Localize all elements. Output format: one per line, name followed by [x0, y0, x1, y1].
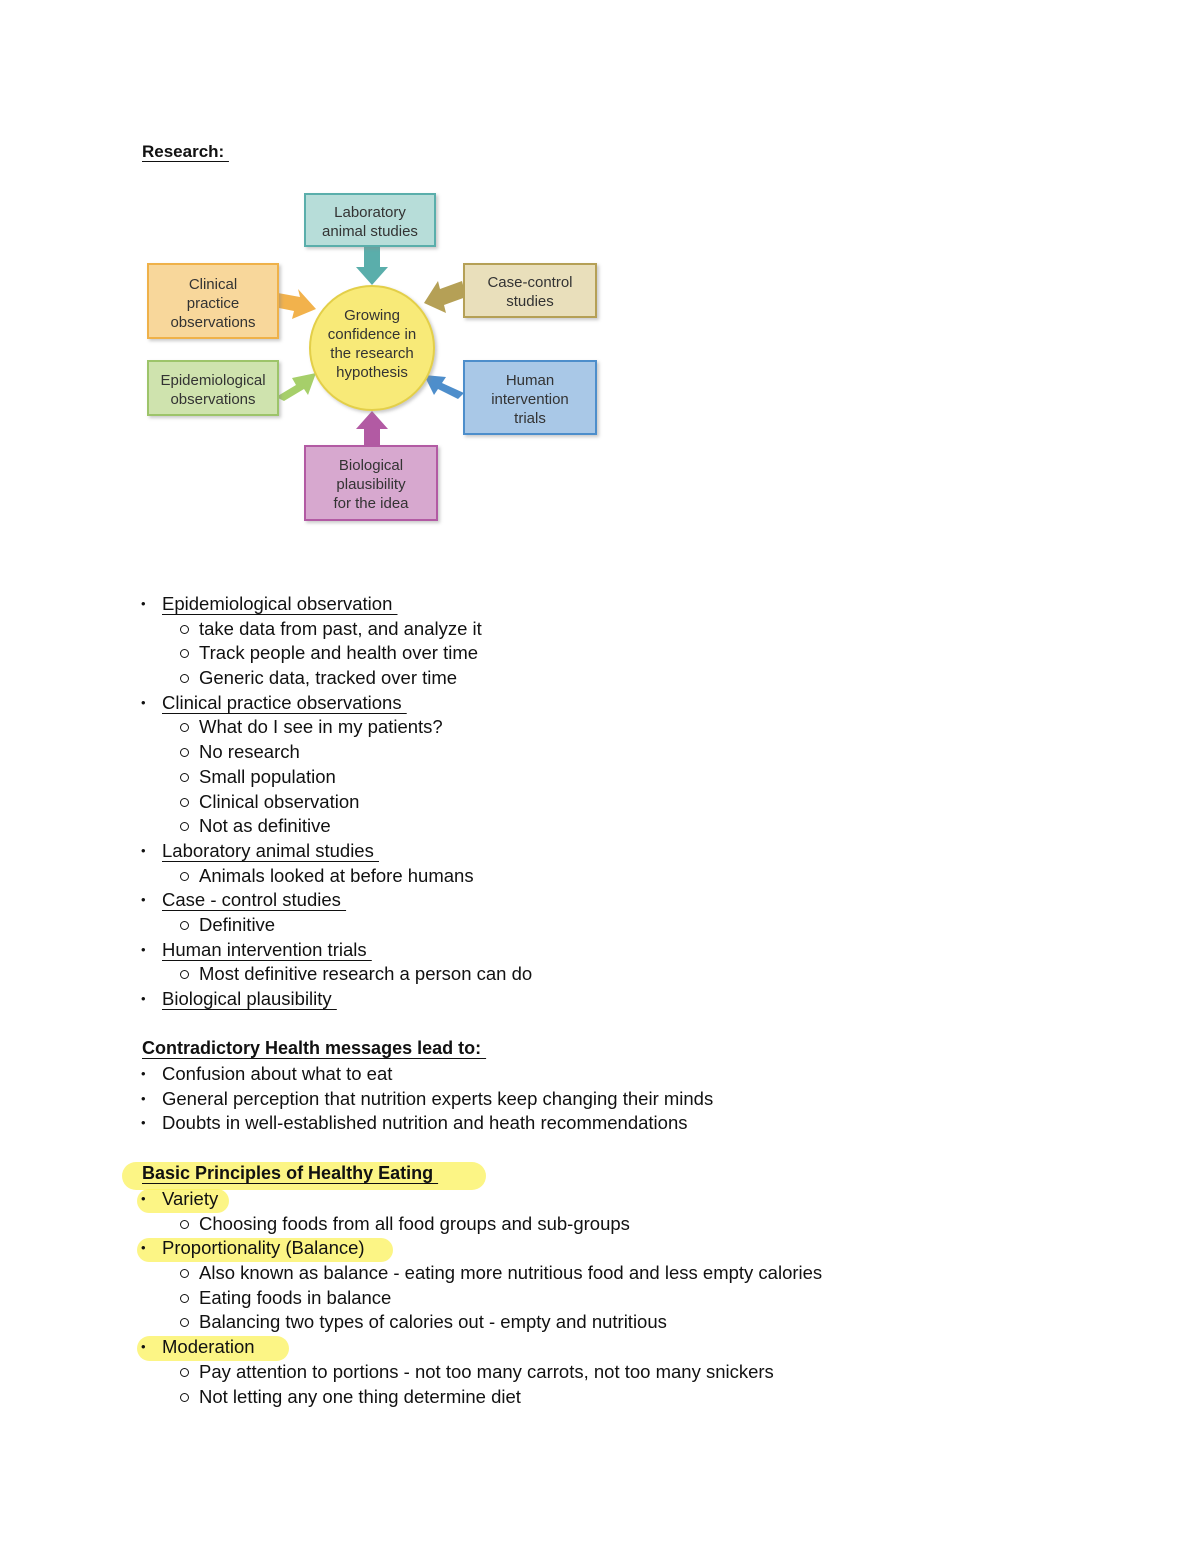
list-subitem: Definitive	[0, 913, 1200, 938]
svg-text:intervention	[491, 391, 569, 408]
svg-text:practice	[187, 295, 240, 312]
item-label: Proportionality (Balance)	[162, 1237, 365, 1259]
clinical-line3: observations	[170, 314, 256, 331]
list-subitem: Most definitive research a person can do	[0, 962, 1200, 987]
list-item	[0, 1187, 1200, 1212]
item-label: Biological plausibility	[162, 988, 337, 1009]
center-circle	[310, 286, 434, 410]
list-subitem: Not as definitive	[0, 814, 1200, 839]
svg-text:Case-control	[487, 274, 572, 291]
item-label: Case - control studies	[162, 889, 347, 911]
svg-text:trials	[514, 410, 546, 427]
list-subitem: Track people and health over time	[0, 641, 1200, 666]
item-label: Clinical practice observations	[162, 691, 407, 713]
box-lab	[305, 194, 435, 246]
item-label: Human intervention trials	[162, 938, 372, 960]
human-line2: intervention	[491, 391, 569, 408]
svg-text:studies	[506, 293, 554, 310]
svg-text:observations	[170, 314, 255, 331]
box-epi	[148, 361, 278, 415]
center-line1: Growing	[344, 307, 400, 324]
svg-text:hypothesis	[336, 364, 408, 381]
box-human	[464, 361, 596, 434]
list-subitem: Not letting any one thing determine diet	[0, 1385, 1200, 1410]
list-subitem: What do I see in my patients?	[0, 715, 1200, 740]
list-subitem: Eating foods in balance	[0, 1286, 1200, 1311]
arrow-human	[424, 375, 464, 399]
basic-principles-heading: Basic Principles of Healthy Eating	[142, 1163, 439, 1183]
arrow-bio	[356, 411, 388, 447]
item-label: Moderation	[162, 1336, 255, 1358]
svg-text:Growing	[344, 307, 400, 324]
bio-line2: plausibility	[336, 476, 406, 493]
list-subitem: Choosing foods from all food groups and sub-groups	[0, 1212, 1200, 1237]
list-item	[0, 938, 1200, 963]
list-item	[0, 691, 1200, 716]
svg-text:Biological	[339, 457, 403, 474]
svg-text:Human	[506, 372, 554, 389]
clinical-line2: practice	[186, 295, 240, 312]
list-subitem: Small population	[0, 765, 1200, 790]
list-item	[0, 592, 1200, 617]
contradictory-heading: Contradictory Health messages lead to:	[142, 1038, 487, 1058]
case-line1: Case-control	[487, 274, 573, 291]
research-hypothesis-diagram	[140, 185, 605, 530]
item-label: Variety	[162, 1188, 219, 1209]
svg-text:Epidemiological	[160, 372, 265, 389]
svg-text:observations	[170, 391, 255, 408]
list-item	[0, 839, 1200, 864]
epi-line1: Epidemiological	[160, 372, 266, 389]
svg-text:confidence in	[328, 326, 416, 343]
list-item: • General perception that nutrition experts keep changing their minds	[0, 1087, 1200, 1112]
list-item	[0, 987, 1200, 1012]
research-list	[0, 592, 1200, 1012]
center-line2: confidence in	[327, 326, 417, 343]
bio-line3: for the idea	[333, 495, 409, 512]
list-item	[0, 1236, 1200, 1261]
item-label: Epidemiological observation	[162, 593, 398, 614]
box-bio	[305, 446, 437, 520]
list-subitem: take data from past, and analyze it	[0, 617, 1200, 642]
arrow-case	[424, 281, 466, 313]
list-item: • Doubts in well-established nutrition and heath recommendations	[0, 1111, 1200, 1136]
human-line1: Human	[505, 372, 555, 389]
lab-line2: animal studies	[322, 223, 418, 240]
box-case	[464, 264, 596, 317]
list-item: • Confusion about what to eat	[0, 1062, 1200, 1087]
bio-line1: Biological	[338, 457, 404, 474]
contradictory-list	[0, 1062, 1200, 1136]
list-subitem: Pay attention to portions - not too many carrots, not too many snickers	[0, 1360, 1200, 1385]
svg-text:the research	[330, 345, 413, 362]
list-item	[0, 1335, 1200, 1360]
svg-text:Laboratory	[334, 204, 406, 221]
list-subitem: Generic data, tracked over time	[0, 666, 1200, 691]
lab-line1: Laboratory	[334, 204, 406, 221]
basic-principles-list	[0, 1187, 1200, 1409]
list-subitem: Animals looked at before humans	[0, 864, 1200, 889]
list-subitem: Clinical observation	[0, 790, 1200, 815]
list-subitem: Balancing two types of calories out - empty and nutritious	[0, 1310, 1200, 1335]
research-heading: Research:	[142, 142, 229, 161]
svg-text:for the idea	[333, 495, 409, 512]
svg-text:Clinical	[189, 276, 237, 293]
arrow-lab	[356, 247, 388, 285]
center-line4: hypothesis	[336, 364, 408, 381]
epi-line2: observations	[170, 391, 256, 408]
svg-text:plausibility	[336, 476, 406, 493]
list-subitem: No research	[0, 740, 1200, 765]
list-subitem: Also known as balance - eating more nutritious food and less empty calories	[0, 1261, 1200, 1286]
clinical-line1: Clinical	[188, 276, 238, 293]
svg-text:animal studies	[322, 223, 418, 240]
human-line3: trials	[514, 410, 546, 427]
box-clinical	[148, 264, 278, 338]
item-label: Laboratory animal studies	[162, 839, 379, 861]
arrow-clinical	[274, 289, 316, 319]
case-line2: studies	[506, 293, 554, 310]
arrow-epi	[276, 373, 316, 401]
center-line3: the research	[330, 345, 414, 362]
list-item	[0, 888, 1200, 913]
